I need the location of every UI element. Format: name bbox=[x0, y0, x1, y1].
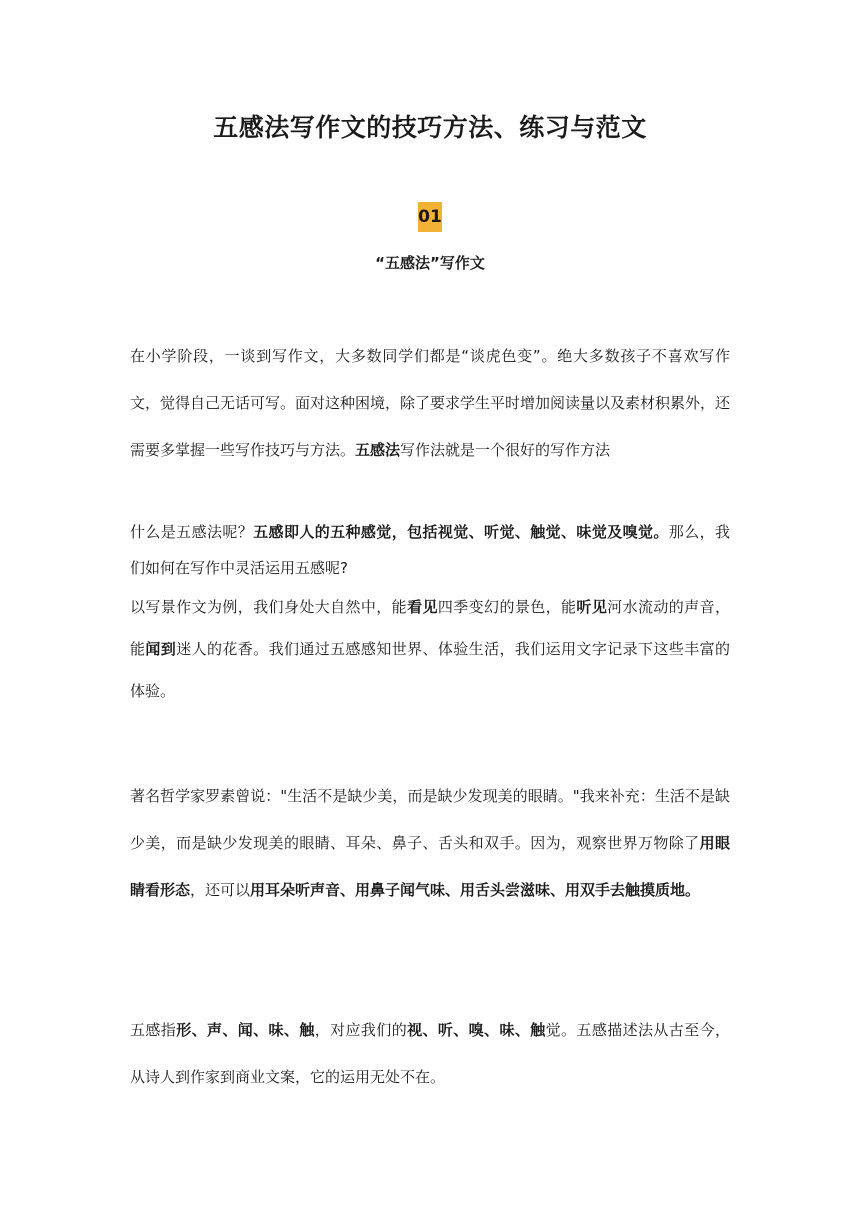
document-title: 五感法写作文的技巧方法、练习与范文 bbox=[213, 113, 647, 142]
bold-text-run: 用耳朵听声音、用鼻子闻气味、用舌头尝滋味、用双手去触摸质地。 bbox=[250, 881, 701, 899]
paragraph-intro bbox=[130, 333, 730, 474]
paragraph-five-senses bbox=[130, 1007, 730, 1101]
section-title: “五感法”写作文 bbox=[375, 254, 485, 272]
bold-text-run: 看见 bbox=[407, 598, 438, 616]
bold-text-run: 用眼睛看形态 bbox=[130, 834, 730, 899]
bold-text-run: 形、声、闻、味、触 bbox=[176, 1021, 315, 1039]
text-run: 那么，我们如何在写作中灵活运用五感呢? bbox=[130, 523, 730, 577]
text-run: 写作法就是一个很好的写作方法 bbox=[400, 441, 611, 459]
paragraph-example bbox=[130, 586, 730, 712]
bold-text-run: 听见 bbox=[576, 598, 608, 616]
text-run: 五感指 bbox=[130, 1021, 177, 1039]
text-run: 什么是五感法呢？ bbox=[130, 523, 254, 541]
paragraph-definition bbox=[130, 514, 730, 586]
text-run: 觉。五感描述法从古至今，从诗人到作家到商业文案，它的运用无处不在。 bbox=[130, 1021, 730, 1086]
text-run: 迷人的花香。我们通过五感感知世界、体验生活，我们运用文字记录下这些丰富的体验。 bbox=[130, 640, 730, 700]
text-run: 在小学阶段，一谈到写作文，大多数同学们都是“谈虎色变”。绝大多数孩子不喜欢写作文，觉得自己无话可写。面对这种困境，除了要求学生平时增加阅读量以及素材积累外，还需要多掌握一些写作技巧与方法。 bbox=[130, 347, 731, 459]
text-run: 河水流动的声音，能 bbox=[130, 598, 730, 658]
text-run: 四季变幻的景色，能 bbox=[437, 598, 577, 616]
bold-text-run: 视、听、嗅、味、触 bbox=[407, 1021, 546, 1039]
text-run: 著名哲学家罗素曾说："生活不是缺少美，而是缺少发现美的眼睛。"我来补充：生活不是缺少美，而是缺少发现美的眼睛、耳朵、鼻子、舌头和双手。因为，观察世界万物除了 bbox=[130, 787, 730, 852]
text-run: ，对应我们的 bbox=[314, 1021, 408, 1039]
text-run: ，还可以 bbox=[190, 881, 251, 899]
paragraph-quote bbox=[130, 773, 730, 914]
bold-text-run: 闻到 bbox=[145, 640, 177, 658]
text-run: 以写景作文为例，我们身处大自然中，能 bbox=[130, 598, 408, 616]
section-number-badge: 01 bbox=[418, 202, 442, 232]
bold-text-run: 五感法 bbox=[355, 441, 401, 459]
bold-text-run: 五感即人的五种感觉，包括视觉、听觉、触觉、味觉及嗅觉。 bbox=[253, 523, 669, 541]
